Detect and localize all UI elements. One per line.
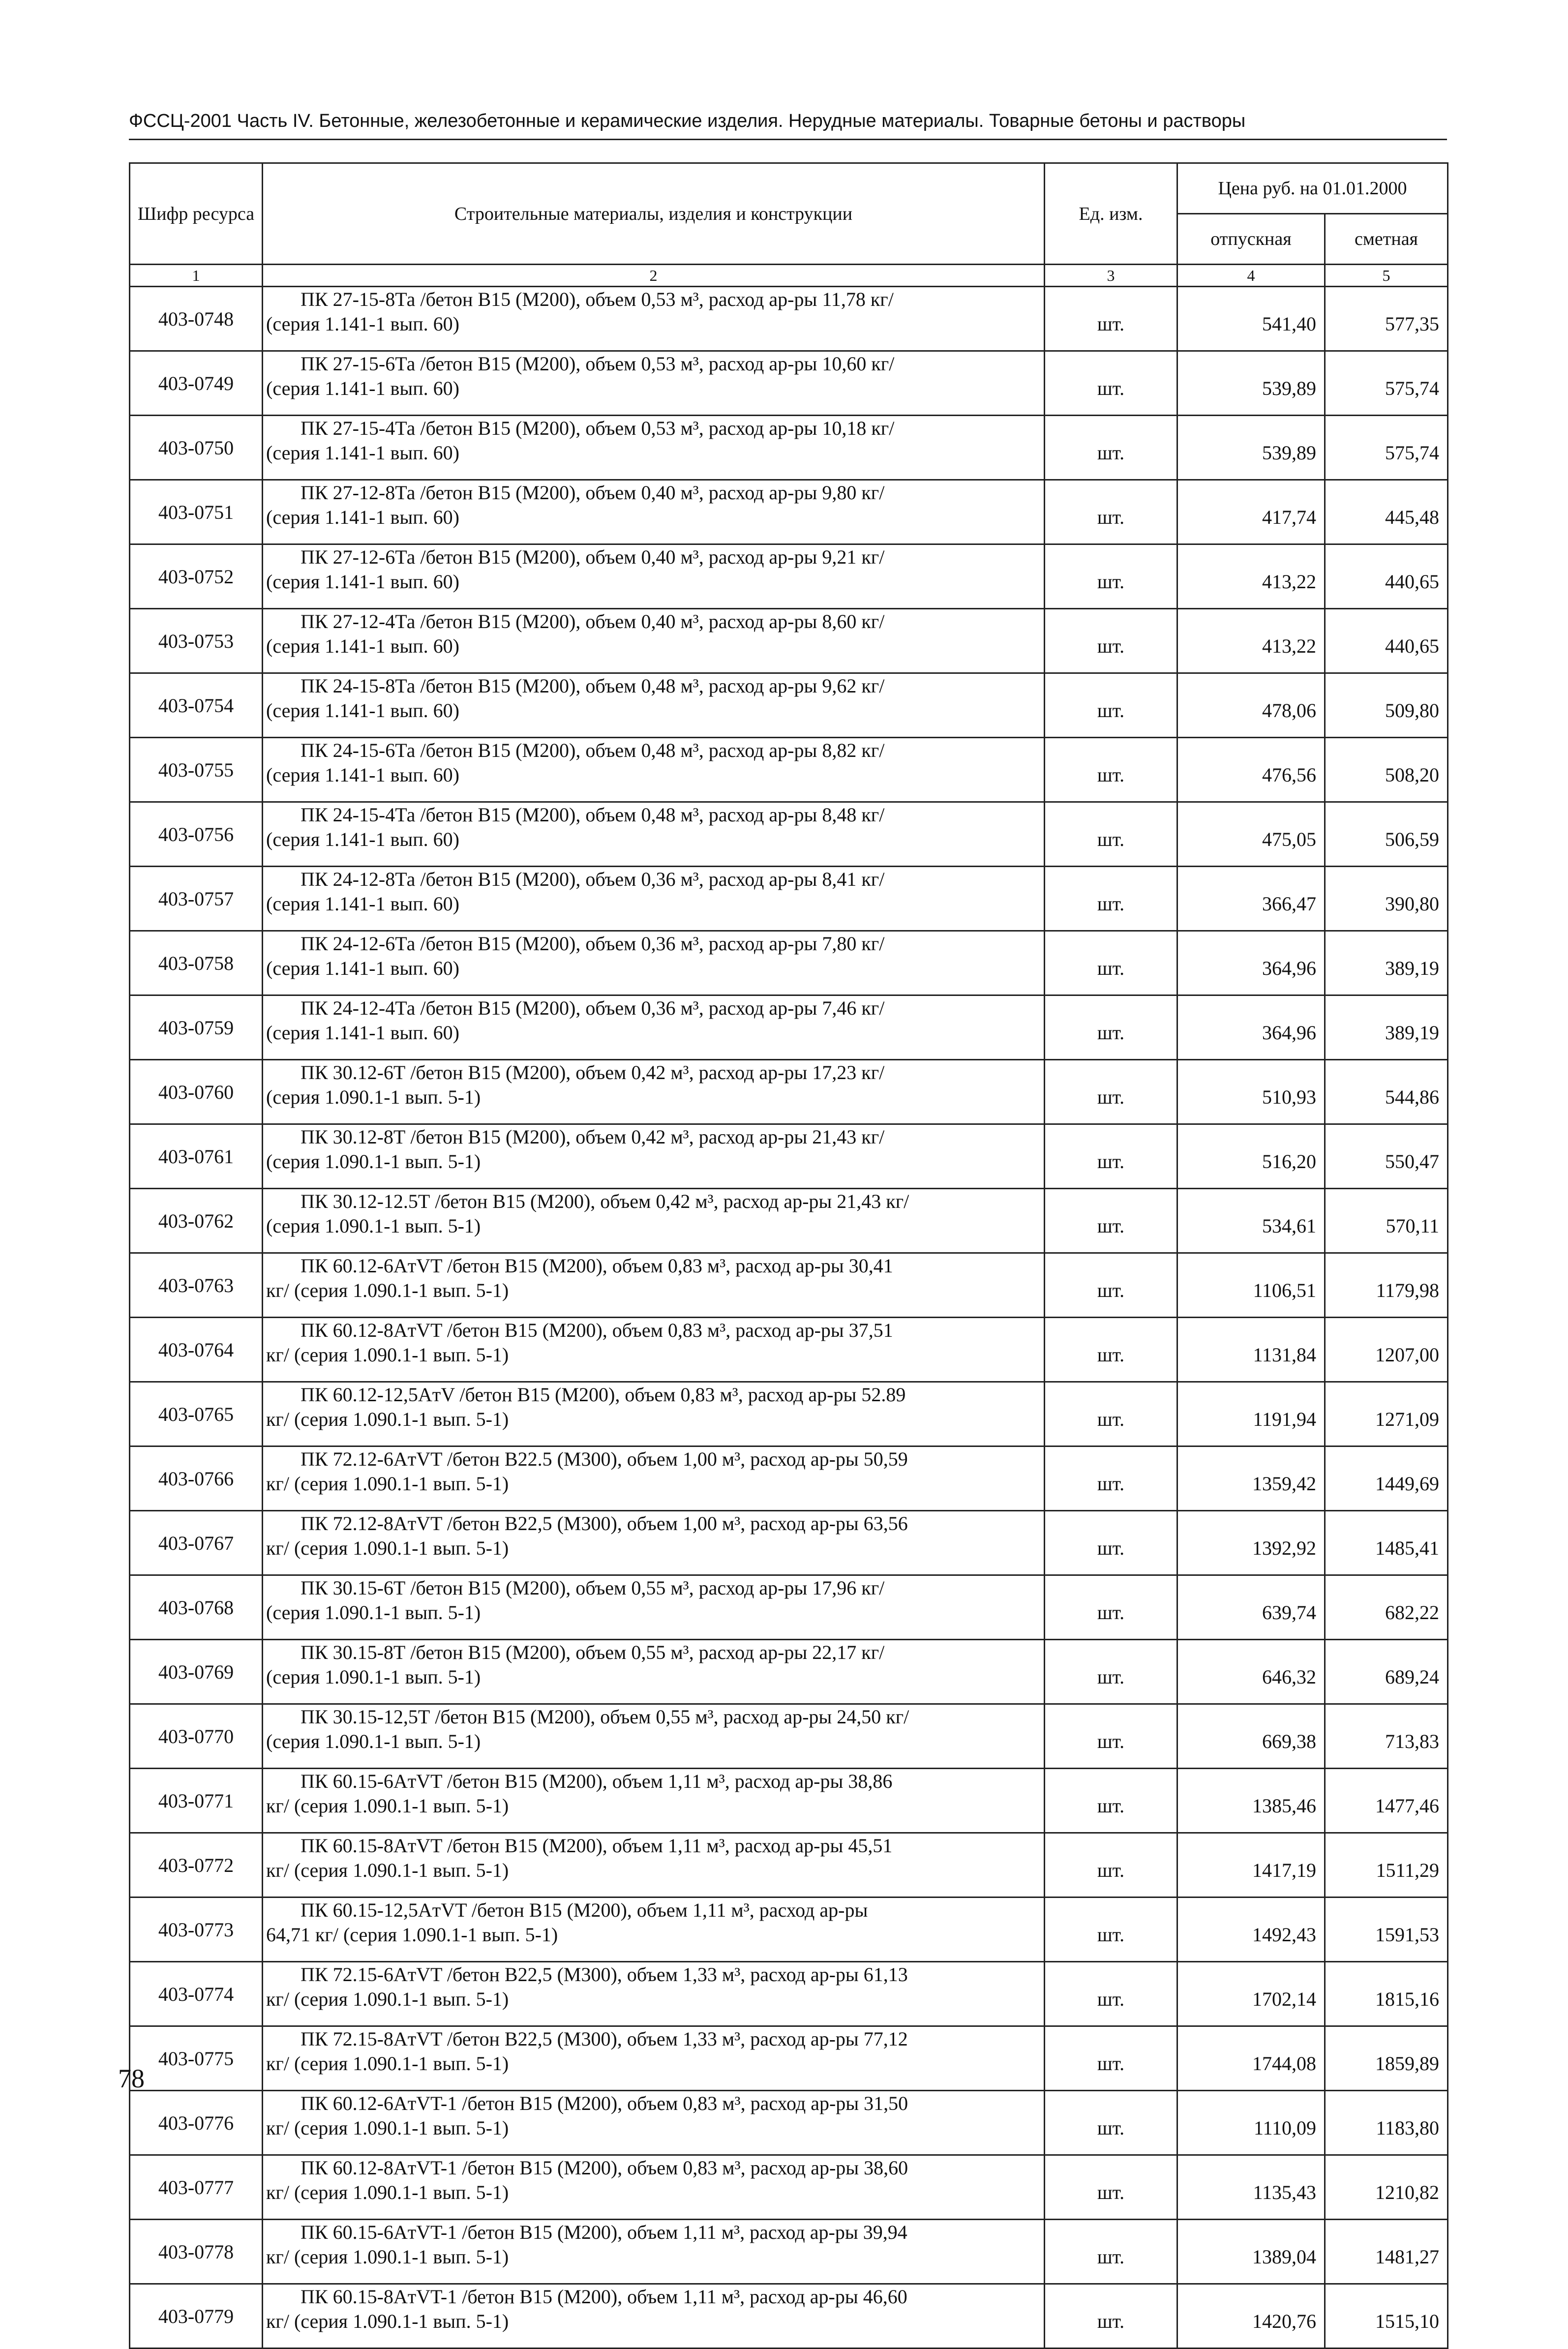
table-row	[130, 867, 1448, 931]
resource-code: 403-0748	[130, 287, 263, 351]
description-line-2: кг/ (серия 1.090.1-1 вып. 5-1)	[266, 1988, 509, 2010]
sale-price: 413,22	[1177, 609, 1325, 673]
resource-code: 403-0767	[130, 1511, 263, 1575]
material-description	[263, 1640, 1045, 1704]
description-line-2: (серия 1.141-1 вып. 60)	[266, 377, 459, 399]
header-description: Строительные материалы, изделия и конструкции	[263, 163, 1045, 265]
description-line-1: ПК 27-15-8Та /бетон В15 (М200), объем 0,53 м³, расход ар-ры 11,78 кг/	[301, 288, 894, 310]
table-row	[130, 609, 1448, 673]
description-line-2: (серия 1.141-1 вып. 60)	[266, 1022, 459, 1044]
estimate-price: 570,11	[1325, 1189, 1448, 1253]
material-description	[263, 673, 1045, 738]
description-line-1: ПК 30.15-8Т /бетон В15 (М200), объем 0,55 м³, расход ар-ры 22,17 кг/	[301, 1641, 885, 1663]
material-description	[263, 1897, 1045, 1962]
material-description	[263, 1253, 1045, 1318]
material-description	[263, 867, 1045, 931]
unit-of-measure: шт.	[1045, 673, 1177, 738]
resource-code: 403-0749	[130, 351, 263, 416]
unit-of-measure: шт.	[1045, 867, 1177, 931]
resource-code: 403-0771	[130, 1769, 263, 1833]
material-description	[263, 1318, 1045, 1382]
description-line-1: ПК 27-12-4Та /бетон В15 (М200), объем 0,40 м³, расход ар-ры 8,60 кг/	[301, 610, 885, 632]
description-line-1: ПК 60.15-6AтVT-1 /бетон В15 (М200), объем 1,11 м³, расход ар-ры 39,94	[301, 2221, 907, 2243]
sale-price: 364,96	[1177, 995, 1325, 1060]
resource-code: 403-0776	[130, 2091, 263, 2155]
description-line-1: ПК 30.12-8Т /бетон В15 (М200), объем 0,42 м³, расход ар-ры 21,43 кг/	[301, 1126, 885, 1148]
estimate-price: 689,24	[1325, 1640, 1448, 1704]
table-row	[130, 2155, 1448, 2220]
unit-of-measure: шт.	[1045, 1962, 1177, 2026]
description-line-2: кг/ (серия 1.090.1-1 вып. 5-1)	[266, 1279, 509, 1301]
description-line-2: 64,71 кг/ (серия 1.090.1-1 вып. 5-1)	[266, 1924, 558, 1946]
material-description	[263, 416, 1045, 480]
resource-code: 403-0756	[130, 802, 263, 867]
material-description	[263, 802, 1045, 867]
description-line-1: ПК 72.15-6AтVT /бетон В22,5 (М300), объем 1,33 м³, расход ар-ры 61,13	[301, 1963, 908, 1986]
resource-code: 403-0754	[130, 673, 263, 738]
description-line-2: (серия 1.090.1-1 вып. 5-1)	[266, 1086, 481, 1108]
material-description	[263, 2091, 1045, 2155]
estimate-price: 445,48	[1325, 480, 1448, 544]
estimate-price: 1485,41	[1325, 1511, 1448, 1575]
estimate-price: 1179,98	[1325, 1253, 1448, 1318]
unit-of-measure: шт.	[1045, 2026, 1177, 2091]
unit-of-measure: шт.	[1045, 1382, 1177, 1446]
estimate-price: 1481,27	[1325, 2220, 1448, 2284]
description-line-2: кг/ (серия 1.090.1-1 вып. 5-1)	[266, 1537, 509, 1559]
unit-of-measure: шт.	[1045, 2220, 1177, 2284]
material-description	[263, 1446, 1045, 1511]
table-row	[130, 1833, 1448, 1897]
description-line-1: ПК 60.12-8AтVT /бетон В15 (М200), объем 0,83 м³, расход ар-ры 37,51	[301, 1319, 893, 1341]
material-description	[263, 1382, 1045, 1446]
estimate-price: 1210,82	[1325, 2155, 1448, 2220]
description-line-2: кг/ (серия 1.090.1-1 вып. 5-1)	[266, 2181, 509, 2203]
running-header: ФССЦ-2001 Часть IV. Бетонные, железобетонные и керамические изделия. Нерудные материалы. Товарные бетоны и растворы	[129, 111, 1447, 140]
estimate-price: 1271,09	[1325, 1382, 1448, 1446]
resource-code: 403-0761	[130, 1124, 263, 1189]
estimate-price: 575,74	[1325, 416, 1448, 480]
sale-price: 669,38	[1177, 1704, 1325, 1769]
column-number: 4	[1177, 265, 1325, 287]
table-row	[130, 1511, 1448, 1575]
description-line-1: ПК 24-12-6Та /бетон В15 (М200), объем 0,36 м³, расход ар-ры 7,80 кг/	[301, 933, 885, 955]
description-line-1: ПК 60.15-8AтVT /бетон В15 (М200), объем 1,11 м³, расход ар-ры 45,51	[301, 1835, 893, 1857]
table-row	[130, 1897, 1448, 1962]
sale-price: 1359,42	[1177, 1446, 1325, 1511]
material-description	[263, 1575, 1045, 1640]
column-number: 1	[130, 265, 263, 287]
sale-price: 1191,94	[1177, 1382, 1325, 1446]
estimate-price: 713,83	[1325, 1704, 1448, 1769]
table-row	[130, 1189, 1448, 1253]
description-line-1: ПК 27-12-6Та /бетон В15 (М200), объем 0,40 м³, расход ар-ры 9,21 кг/	[301, 546, 885, 568]
material-description	[263, 1060, 1045, 1124]
description-line-2: кг/ (серия 1.090.1-1 вып. 5-1)	[266, 2117, 509, 2139]
unit-of-measure: шт.	[1045, 2284, 1177, 2349]
description-line-2: (серия 1.141-1 вып. 60)	[266, 571, 459, 593]
material-description	[263, 1833, 1045, 1897]
estimate-price: 506,59	[1325, 802, 1448, 867]
description-line-1: ПК 27-12-8Та /бетон В15 (М200), объем 0,40 м³, расход ар-ры 9,80 кг/	[301, 482, 885, 504]
table-row	[130, 995, 1448, 1060]
description-line-2: (серия 1.141-1 вып. 60)	[266, 893, 459, 915]
resource-code: 403-0758	[130, 931, 263, 995]
description-line-1: ПК 60.12-6AтVT /бетон В15 (М200), объем 0,83 м³, расход ар-ры 30,41	[301, 1255, 893, 1277]
sale-price: 364,96	[1177, 931, 1325, 995]
sale-price: 1492,43	[1177, 1897, 1325, 1962]
table-row	[130, 802, 1448, 867]
resource-code: 403-0768	[130, 1575, 263, 1640]
unit-of-measure: шт.	[1045, 1253, 1177, 1318]
sale-price: 541,40	[1177, 287, 1325, 351]
sale-price: 1131,84	[1177, 1318, 1325, 1382]
resource-code: 403-0773	[130, 1897, 263, 1962]
material-description	[263, 931, 1045, 995]
resource-code: 403-0775	[130, 2026, 263, 2091]
resource-code: 403-0779	[130, 2284, 263, 2349]
description-line-1: ПК 30.15-12,5Т /бетон В15 (М200), объем 0,55 м³, расход ар-ры 24,50 кг/	[301, 1706, 909, 1728]
material-description	[263, 609, 1045, 673]
estimate-price: 389,19	[1325, 995, 1448, 1060]
description-line-2: (серия 1.141-1 вып. 60)	[266, 957, 459, 979]
estimate-price: 1207,00	[1325, 1318, 1448, 1382]
sale-price: 476,56	[1177, 738, 1325, 802]
description-line-2: (серия 1.090.1-1 вып. 5-1)	[266, 1215, 481, 1237]
description-line-2: (серия 1.141-1 вып. 60)	[266, 506, 459, 528]
sale-price: 1392,92	[1177, 1511, 1325, 1575]
unit-of-measure: шт.	[1045, 287, 1177, 351]
description-line-2: (серия 1.090.1-1 вып. 5-1)	[266, 1730, 481, 1752]
resource-code: 403-0766	[130, 1446, 263, 1511]
estimate-price: 508,20	[1325, 738, 1448, 802]
unit-of-measure: шт.	[1045, 480, 1177, 544]
unit-of-measure: шт.	[1045, 351, 1177, 416]
unit-of-measure: шт.	[1045, 995, 1177, 1060]
resource-code: 403-0765	[130, 1382, 263, 1446]
sale-price: 1385,46	[1177, 1769, 1325, 1833]
description-line-1: ПК 72.12-6AтVT /бетон В22.5 (М300), объем 1,00 м³, расход ар-ры 50,59	[301, 1448, 908, 1470]
unit-of-measure: шт.	[1045, 1640, 1177, 1704]
estimate-price: 1515,10	[1325, 2284, 1448, 2349]
table-row	[130, 2091, 1448, 2155]
unit-of-measure: шт.	[1045, 416, 1177, 480]
description-line-1: ПК 60.15-12,5AтVT /бетон В15 (М200), объем 1,11 м³, расход ар-ры	[301, 1899, 868, 1921]
unit-of-measure: шт.	[1045, 1124, 1177, 1189]
unit-of-measure: шт.	[1045, 931, 1177, 995]
unit-of-measure: шт.	[1045, 1446, 1177, 1511]
estimate-price: 550,47	[1325, 1124, 1448, 1189]
material-description	[263, 2220, 1045, 2284]
description-line-2: кг/ (серия 1.090.1-1 вып. 5-1)	[266, 1408, 509, 1430]
sale-price: 1389,04	[1177, 2220, 1325, 2284]
unit-of-measure: шт.	[1045, 1575, 1177, 1640]
sale-price: 1744,08	[1177, 2026, 1325, 2091]
material-description	[263, 351, 1045, 416]
description-line-2: кг/ (серия 1.090.1-1 вып. 5-1)	[266, 1795, 509, 1817]
table-row	[130, 544, 1448, 609]
unit-of-measure: шт.	[1045, 1769, 1177, 1833]
column-number: 3	[1045, 265, 1177, 287]
header-estimate-price: сметная	[1325, 214, 1448, 265]
table-row	[130, 416, 1448, 480]
description-line-2: (серия 1.090.1-1 вып. 5-1)	[266, 1666, 481, 1688]
unit-of-measure: шт.	[1045, 1060, 1177, 1124]
material-description	[263, 2284, 1045, 2349]
resource-code: 403-0751	[130, 480, 263, 544]
table-row	[130, 673, 1448, 738]
material-description	[263, 1511, 1045, 1575]
description-line-2: кг/ (серия 1.090.1-1 вып. 5-1)	[266, 2052, 509, 2075]
table-row	[130, 1124, 1448, 1189]
sale-price: 1110,09	[1177, 2091, 1325, 2155]
unit-of-measure: шт.	[1045, 544, 1177, 609]
resource-code: 403-0774	[130, 1962, 263, 2026]
resource-code: 403-0750	[130, 416, 263, 480]
table-row	[130, 2220, 1448, 2284]
sale-price: 413,22	[1177, 544, 1325, 609]
description-line-2: (серия 1.141-1 вып. 60)	[266, 635, 459, 657]
description-line-1: ПК 60.12-12,5AтV /бетон В15 (М200), объем 0,83 м³, расход ар-ры 52.89	[301, 1384, 906, 1406]
resource-code: 403-0752	[130, 544, 263, 609]
resource-code: 403-0759	[130, 995, 263, 1060]
sale-price: 1135,43	[1177, 2155, 1325, 2220]
material-description	[263, 1962, 1045, 2026]
material-description	[263, 2026, 1045, 2091]
sale-price: 1417,19	[1177, 1833, 1325, 1897]
material-description	[263, 1124, 1045, 1189]
sale-price: 1106,51	[1177, 1253, 1325, 1318]
description-line-2: (серия 1.141-1 вып. 60)	[266, 313, 459, 335]
material-description	[263, 995, 1045, 1060]
table-row	[130, 351, 1448, 416]
description-line-1: ПК 72.15-8AтVT /бетон В22,5 (М300), объем 1,33 м³, расход ар-ры 77,12	[301, 2028, 908, 2050]
description-line-1: ПК 27-15-6Та /бетон В15 (М200), объем 0,53 м³, расход ар-ры 10,60 кг/	[301, 353, 895, 375]
material-description	[263, 287, 1045, 351]
table-row	[130, 1318, 1448, 1382]
resource-code: 403-0755	[130, 738, 263, 802]
unit-of-measure: шт.	[1045, 2155, 1177, 2220]
resource-code: 403-0769	[130, 1640, 263, 1704]
resource-code: 403-0778	[130, 2220, 263, 2284]
resource-code: 403-0772	[130, 1833, 263, 1897]
sale-price: 539,89	[1177, 351, 1325, 416]
table-row	[130, 1575, 1448, 1640]
description-line-2: (серия 1.141-1 вып. 60)	[266, 764, 459, 786]
description-line-1: ПК 30.12-6Т /бетон В15 (М200), объем 0,42 м³, расход ар-ры 17,23 кг/	[301, 1061, 885, 1084]
estimate-price: 1183,80	[1325, 2091, 1448, 2155]
estimate-price: 1449,69	[1325, 1446, 1448, 1511]
description-line-1: ПК 24-12-8Та /бетон В15 (М200), объем 0,36 м³, расход ар-ры 8,41 кг/	[301, 868, 885, 890]
description-line-2: кг/ (серия 1.090.1-1 вып. 5-1)	[266, 1859, 509, 1881]
estimate-price: 1591,53	[1325, 1897, 1448, 1962]
description-line-1: ПК 27-15-4Та /бетон В15 (М200), объем 0,53 м³, расход ар-ры 10,18 кг/	[301, 417, 895, 439]
description-line-2: кг/ (серия 1.090.1-1 вып. 5-1)	[266, 1473, 509, 1495]
resource-code: 403-0753	[130, 609, 263, 673]
unit-of-measure: шт.	[1045, 738, 1177, 802]
unit-of-measure: шт.	[1045, 1318, 1177, 1382]
estimate-price: 682,22	[1325, 1575, 1448, 1640]
sale-price: 646,32	[1177, 1640, 1325, 1704]
sale-price: 516,20	[1177, 1124, 1325, 1189]
table-row	[130, 287, 1448, 351]
header-sale-price: отпускная	[1177, 214, 1325, 265]
estimate-price: 577,35	[1325, 287, 1448, 351]
unit-of-measure: шт.	[1045, 609, 1177, 673]
table-row	[130, 1640, 1448, 1704]
sale-price: 417,74	[1177, 480, 1325, 544]
table-row	[130, 1962, 1448, 2026]
table-row	[130, 1382, 1448, 1446]
material-description	[263, 2155, 1045, 2220]
description-line-1: ПК 60.15-6AтVT /бетон В15 (М200), объем 1,11 м³, расход ар-ры 38,86	[301, 1770, 893, 1792]
table-row	[130, 1446, 1448, 1511]
description-line-1: ПК 60.12-8AтVT-1 /бетон В15 (М200), объем 0,83 м³, расход ар-ры 38,60	[301, 2157, 908, 2179]
price-table	[129, 162, 1448, 2349]
column-number: 2	[263, 265, 1045, 287]
page-number: 78	[118, 2064, 145, 2093]
sale-price: 475,05	[1177, 802, 1325, 867]
resource-code: 403-0757	[130, 867, 263, 931]
table-row	[130, 1253, 1448, 1318]
resource-code: 403-0760	[130, 1060, 263, 1124]
table-row	[130, 2284, 1448, 2349]
description-line-1: ПК 72.12-8AтVT /бетон В22,5 (М300), объем 1,00 м³, расход ар-ры 63,56	[301, 1512, 908, 1535]
resource-code: 403-0762	[130, 1189, 263, 1253]
table-row	[130, 738, 1448, 802]
header-code: Шифр ресурса	[130, 163, 263, 265]
table-row	[130, 931, 1448, 995]
estimate-price: 509,80	[1325, 673, 1448, 738]
unit-of-measure: шт.	[1045, 1704, 1177, 1769]
description-line-1: ПК 24-15-4Та /бетон В15 (М200), объем 0,48 м³, расход ар-ры 8,48 кг/	[301, 804, 885, 826]
description-line-2: кг/ (серия 1.090.1-1 вып. 5-1)	[266, 2310, 509, 2332]
material-description	[263, 544, 1045, 609]
description-line-2: (серия 1.141-1 вып. 60)	[266, 828, 459, 850]
header-price: Цена руб. на 01.01.2000	[1177, 163, 1448, 214]
table-body	[130, 287, 1448, 2349]
description-line-1: ПК 30.12-12.5Т /бетон В15 (М200), объем 0,42 м³, расход ар-ры 21,43 кг/	[301, 1190, 909, 1212]
material-description	[263, 480, 1045, 544]
estimate-price: 389,19	[1325, 931, 1448, 995]
sale-price: 366,47	[1177, 867, 1325, 931]
table-row	[130, 2026, 1448, 2091]
description-line-2: кг/ (серия 1.090.1-1 вып. 5-1)	[266, 1344, 509, 1366]
unit-of-measure: шт.	[1045, 1897, 1177, 1962]
sale-price: 510,93	[1177, 1060, 1325, 1124]
estimate-price: 544,86	[1325, 1060, 1448, 1124]
description-line-1: ПК 60.15-8AтVT-1 /бетон В15 (М200), объем 1,11 м³, расход ар-ры 46,60	[301, 2286, 907, 2308]
unit-of-measure: шт.	[1045, 1833, 1177, 1897]
description-line-2: (серия 1.141-1 вып. 60)	[266, 442, 459, 464]
unit-of-measure: шт.	[1045, 1189, 1177, 1253]
resource-code: 403-0770	[130, 1704, 263, 1769]
resource-code: 403-0763	[130, 1253, 263, 1318]
description-line-1: ПК 24-12-4Та /бетон В15 (М200), объем 0,36 м³, расход ар-ры 7,46 кг/	[301, 997, 885, 1019]
column-number: 5	[1325, 265, 1448, 287]
estimate-price: 390,80	[1325, 867, 1448, 931]
sale-price: 639,74	[1177, 1575, 1325, 1640]
table-row	[130, 1704, 1448, 1769]
material-description	[263, 738, 1045, 802]
material-description	[263, 1704, 1045, 1769]
resource-code: 403-0764	[130, 1318, 263, 1382]
unit-of-measure: шт.	[1045, 802, 1177, 867]
resource-code: 403-0777	[130, 2155, 263, 2220]
description-line-1: ПК 30.15-6Т /бетон В15 (М200), объем 0,55 м³, расход ар-ры 17,96 кг/	[301, 1577, 885, 1599]
sale-price: 1420,76	[1177, 2284, 1325, 2349]
description-line-1: ПК 24-15-8Та /бетон В15 (М200), объем 0,48 м³, расход ар-ры 9,62 кг/	[301, 675, 885, 697]
table-row	[130, 480, 1448, 544]
header-unit: Ед. изм.	[1045, 163, 1177, 265]
description-line-1: ПК 60.12-6AтVT-1 /бетон В15 (М200), объем 0,83 м³, расход ар-ры 31,50	[301, 2092, 908, 2114]
sale-price: 478,06	[1177, 673, 1325, 738]
sale-price: 534,61	[1177, 1189, 1325, 1253]
description-line-2: (серия 1.141-1 вып. 60)	[266, 699, 459, 722]
estimate-price: 440,65	[1325, 544, 1448, 609]
description-line-1: ПК 24-15-6Та /бетон В15 (М200), объем 0,48 м³, расход ар-ры 8,82 кг/	[301, 739, 885, 761]
estimate-price: 1511,29	[1325, 1833, 1448, 1897]
estimate-price: 1477,46	[1325, 1769, 1448, 1833]
estimate-price: 1815,16	[1325, 1962, 1448, 2026]
estimate-price: 575,74	[1325, 351, 1448, 416]
material-description	[263, 1769, 1045, 1833]
column-number-row	[130, 265, 1448, 287]
unit-of-measure: шт.	[1045, 2091, 1177, 2155]
estimate-price: 1859,89	[1325, 2026, 1448, 2091]
sale-price: 539,89	[1177, 416, 1325, 480]
material-description	[263, 1189, 1045, 1253]
estimate-price: 440,65	[1325, 609, 1448, 673]
sale-price: 1702,14	[1177, 1962, 1325, 2026]
table-row	[130, 1769, 1448, 1833]
description-line-2: (серия 1.090.1-1 вып. 5-1)	[266, 1150, 481, 1173]
description-line-2: кг/ (серия 1.090.1-1 вып. 5-1)	[266, 2246, 509, 2268]
table-row	[130, 1060, 1448, 1124]
unit-of-measure: шт.	[1045, 1511, 1177, 1575]
description-line-2: (серия 1.090.1-1 вып. 5-1)	[266, 1601, 481, 1624]
